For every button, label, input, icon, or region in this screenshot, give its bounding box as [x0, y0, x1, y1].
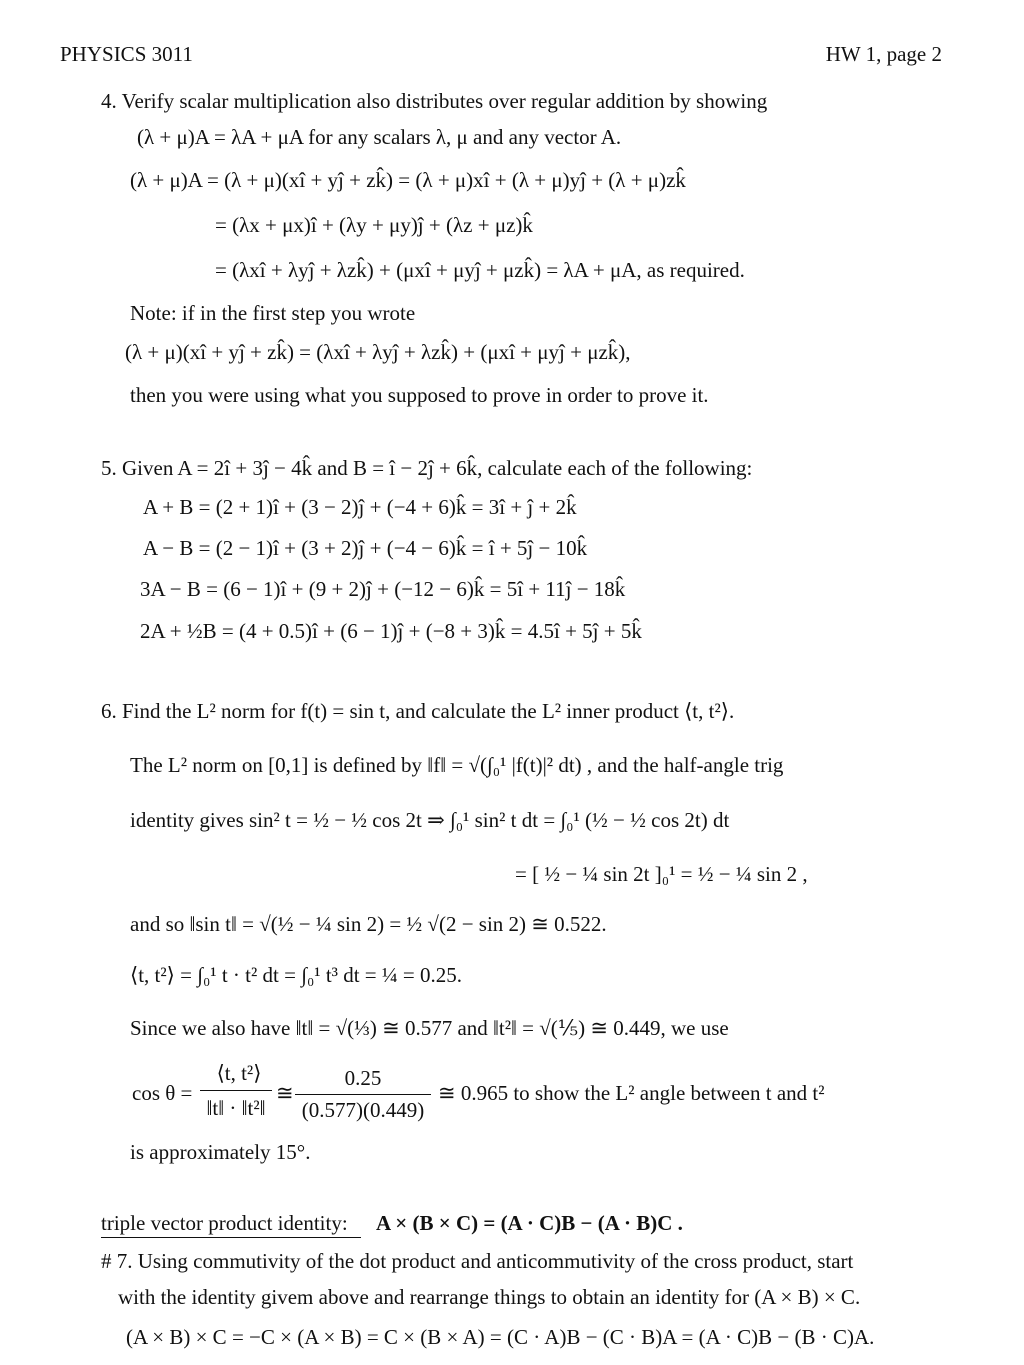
- problem-5-line: 3A − B = (6 − 1)î + (9 + 2)ĵ + (−12 − 6)k̂ = 5î + 11ĵ − 18k̂: [140, 577, 626, 601]
- approx-sign: ≅: [276, 1081, 294, 1105]
- problem-4-note-intro: Note: if in the first step you wrote: [130, 301, 416, 325]
- fraction-numerator: 0.25: [344, 1066, 382, 1090]
- identity-underline: [101, 1237, 361, 1238]
- problem-4-claim: (λ + μ)A = λA + μA for any scalars λ, μ and any vector A.: [137, 125, 622, 149]
- problem-6-norm-definition: The L² norm on [0,1] is defined by ‖f‖ = √(∫₀¹ |f(t)|² dt) , and the half-angle trig: [130, 753, 784, 777]
- problem-6-conclusion: is approximately 15°.: [130, 1140, 311, 1164]
- fraction-numerator: ⟨t, t²⟩: [216, 1061, 262, 1085]
- fraction-denominator: ‖t‖ · ‖t²‖: [206, 1096, 266, 1120]
- problem-4-statement: 4. Verify scalar multiplication also distributes over regular addition by showing: [101, 89, 768, 113]
- problem-6-inner-product: ⟨t, t²⟩ = ∫₀¹ t · t² dt = ∫₀¹ t³ dt = ¼ = 0.25.: [130, 963, 462, 987]
- problem-5-statement: 5. Given A = 2î + 3ĵ − 4k̂ and B = î − 2ĵ + 6k̂, calculate each of the following:: [101, 456, 753, 480]
- problem-6-norms: Since we also have ‖t‖ = √(⅓) ≅ 0.577 and ‖t²‖ = √(⅕) ≅ 0.449, we use: [130, 1016, 729, 1040]
- problem-4-step-2: = (λx + μx)î + (λy + μy)ĵ + (λz + μz)k̂: [215, 213, 533, 237]
- identity-label: triple vector product identity:: [101, 1211, 348, 1235]
- problem-6-norm-result: and so ‖sin t‖ = √(½ − ¼ sin 2) = ½ √(2 − sin 2) ≅ 0.522.: [130, 912, 607, 936]
- fraction-bar: [200, 1090, 272, 1091]
- problem-5-line: A − B = (2 − 1)î + (3 + 2)ĵ + (−4 − 6)k̂ = î + 5ĵ − 10k̂: [143, 536, 588, 560]
- problem-6-angle-text: ≅ 0.965 to show the L² angle between t and t²: [438, 1081, 825, 1105]
- identity-formula: A × (B × C) = (A · C)B − (A · B)C .: [376, 1211, 683, 1235]
- page-label: HW 1, page 2: [825, 42, 942, 66]
- cos-theta-lhs: cos θ =: [132, 1081, 193, 1105]
- problem-7-solution: (A × B) × C = −C × (A × B) = C × (B × A) = (C · A)B − (C · B)A = (A · C)B − (B · C)A.: [126, 1325, 875, 1349]
- problem-4-step-1: (λ + μ)A = (λ + μ)(xî + yĵ + zk̂) = (λ + μ)xî + (λ + μ)yĵ + (λ + μ)zk̂: [130, 168, 686, 192]
- problem-4-step-3: = (λxî + λyĵ + λzk̂) + (μxî + μyĵ + μzk̂) = λA + μA, as required.: [215, 258, 745, 282]
- problem-4-note-equation: (λ + μ)(xî + yĵ + zk̂) = (λxî + λyĵ + λzk̂) + (μxî + μyĵ + μzk̂),: [125, 340, 631, 364]
- problem-7-statement-cont: with the identity givem above and rearrange things to obtain an identity for (A × B) × C.: [118, 1285, 861, 1309]
- problem-5-line: 2A + ½B = (4 + 0.5)î + (6 − 1)ĵ + (−8 + 3)k̂ = 4.5î + 5ĵ + 5k̂: [140, 619, 642, 643]
- course-header: PHYSICS 3011: [60, 42, 193, 66]
- fraction-denominator: (0.577)(0.449): [301, 1098, 425, 1122]
- problem-6-identity: identity gives sin² t = ½ − ½ cos 2t ⇒ ∫₀¹ sin² t dt = ∫₀¹ (½ − ½ cos 2t) dt: [130, 808, 730, 832]
- problem-6-statement: 6. Find the L² norm for f(t) = sin t, and calculate the L² inner product ⟨t, t²⟩.: [101, 699, 735, 723]
- problem-4-note-end: then you were using what you supposed to prove in order to prove it.: [130, 383, 709, 407]
- problem-5-line: A + B = (2 + 1)î + (3 − 2)ĵ + (−4 + 6)k̂ = 3î + ĵ + 2k̂: [143, 495, 577, 519]
- problem-6-evaluation: = [ ½ − ¼ sin 2t ]₀¹ = ½ − ¼ sin 2 ,: [515, 862, 808, 886]
- problem-7-statement: # 7. Using commutivity of the dot product and anticommutivity of the cross product, start: [101, 1249, 854, 1273]
- fraction-bar: [295, 1094, 431, 1095]
